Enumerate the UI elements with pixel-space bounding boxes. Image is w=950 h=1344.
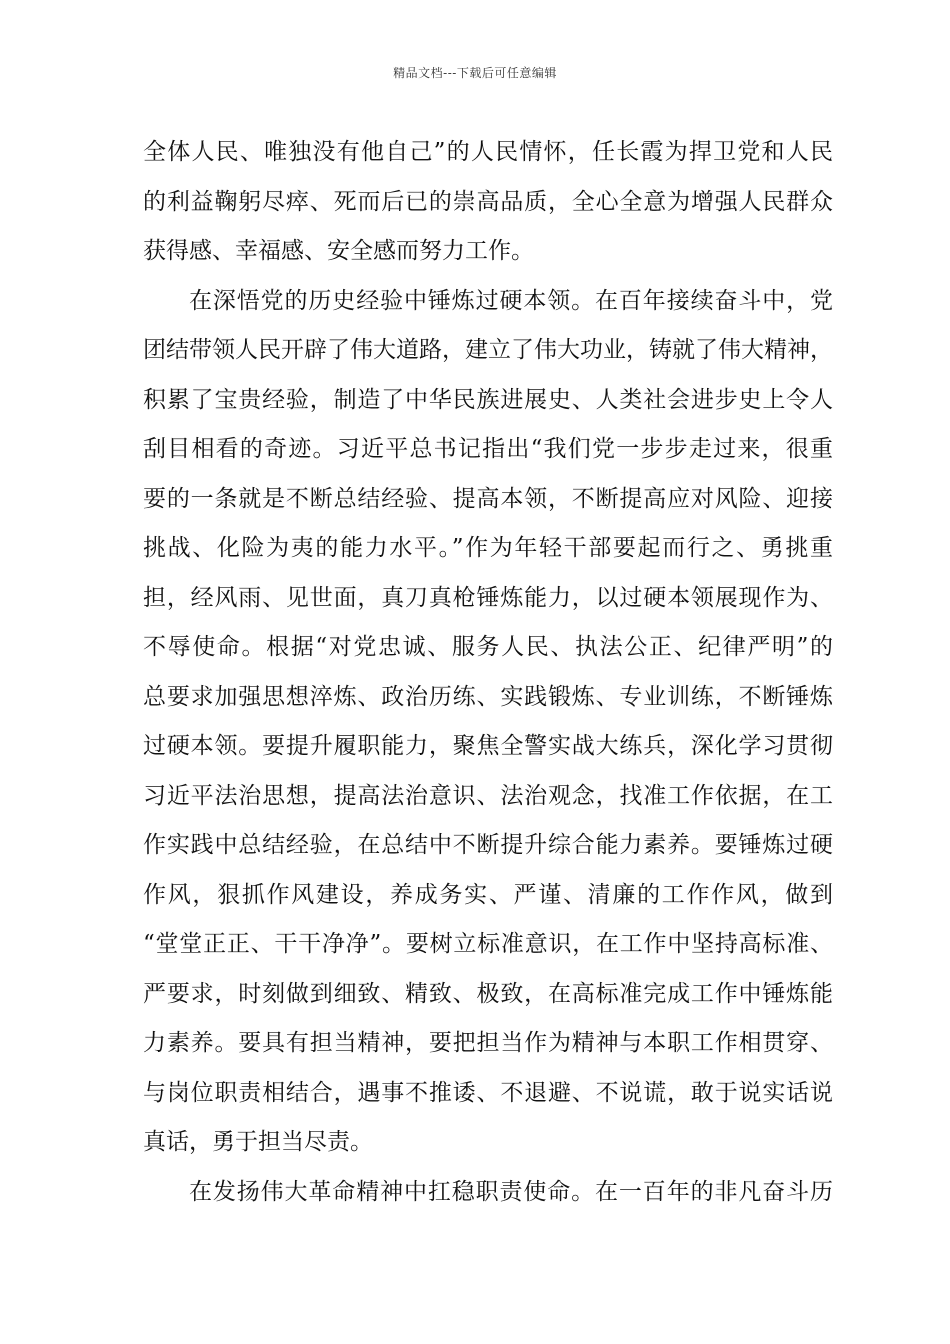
paragraph-2-line-7: 担，经风雨、见世面，真刀真枪锤炼能力，以过硬本领展现作为、 — [143, 584, 833, 611]
paragraph-2-line-9: 总要求加强思想淬炼、政治历练、实践锻炼、专业训练，不断锤炼 — [143, 683, 833, 710]
paragraph-2-line-2: 团结带领人民开辟了伟大道路，建立了伟大功业，铸就了伟大精神， — [143, 337, 833, 363]
paragraph-2-line-14: “堂堂正正、干干净净”。要树立标准意识，在工作中坚持高标准、 — [143, 931, 833, 957]
paragraph-2-line-4: 刮目相看的奇迹。习近平总书记指出“我们党一步步走过来，很重 — [143, 436, 833, 462]
page-header: 精品文档---下载后可任意编辑 — [393, 66, 557, 80]
paragraph-1-line-3: 获得感、幸福感、安全感而努力工作。 — [143, 238, 534, 264]
paragraph-2-line-17: 与岗位职责相结合，遇事不推诿、不退避、不说谎，敢于说实话说 — [143, 1079, 833, 1106]
paragraph-2-line-11: 习近平法治思想，提高法治意识、法治观念，找准工作依据，在工 — [143, 782, 833, 809]
paragraph-2-line-5: 要的一条就是不断总结经验、提高本领，不断提高应对风险、迎接 — [143, 485, 833, 512]
paragraph-2-line-10: 过硬本领。要提升履职能力，聚焦全警实战大练兵，深化学习贯彻 — [143, 733, 833, 759]
paragraph-3-line-1: 在发扬伟大革命精神中扛稳职责使命。在一百年的非凡奋斗历 — [189, 1178, 833, 1205]
paragraph-2-line-18: 真话，勇于担当尽责。 — [143, 1129, 373, 1155]
paragraph-2-line-8: 不辱使命。根据“对党忠诚、服务人民、执法公正、纪律严明”的 — [143, 634, 833, 660]
paragraph-2-line-1: 在深悟党的历史经验中锤炼过硬本领。在百年接续奋斗中，党 — [189, 287, 833, 314]
paragraph-2-line-16: 力素养。要具有担当精神，要把担当作为精神与本职工作相贯穿、 — [143, 1030, 833, 1056]
paragraph-1-line-2: 的利益鞠躬尽瘁、死而后已的崇高品质，全心全意为增强人民群众 — [143, 188, 833, 215]
paragraph-2-line-13: 作风，狠抓作风建设，养成务实、严谨、清廉的工作作风，做到 — [143, 881, 833, 908]
document-body — [143, 128, 833, 1217]
paragraph-2-line-3: 积累了宝贵经验，制造了中华民族进展史、人类社会进步史上令人 — [143, 386, 833, 413]
paragraph-2-line-12: 作实践中总结经验，在总结中不断提升综合能力素养。要锤炼过硬 — [143, 832, 833, 858]
paragraph-2-line-6: 挑战、化险为夷的能力水平。”作为年轻干部要起而行之、勇挑重 — [143, 535, 833, 561]
paragraph-2-line-15: 严要求，时刻做到细致、精致、极致，在高标准完成工作中锤炼能 — [143, 980, 833, 1007]
paragraph-1-line-1: 全体人民、唯独没有他自己”的人民情怀，任长霞为捍卫党和人民 — [143, 139, 833, 165]
